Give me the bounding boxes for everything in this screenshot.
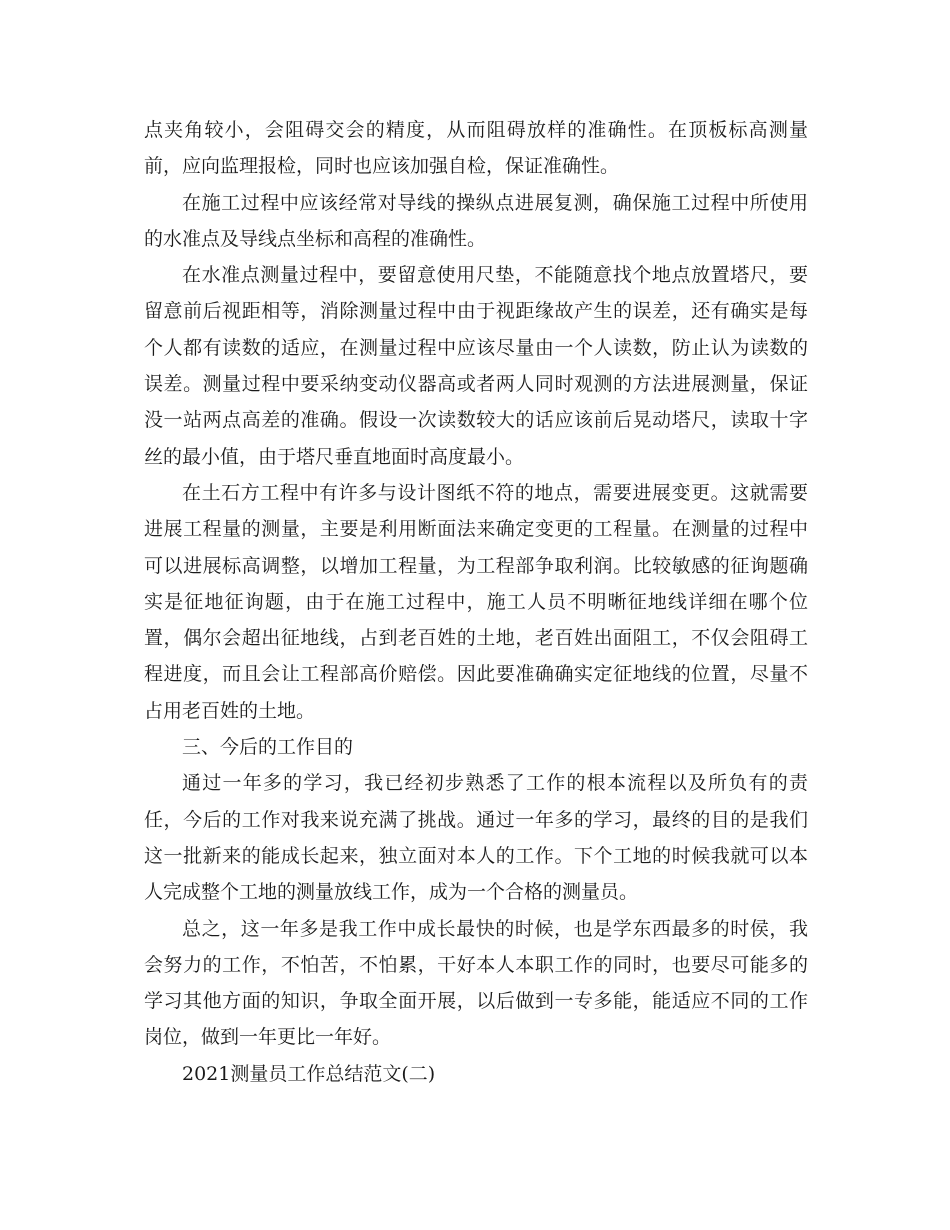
paragraph: 在土石方工程中有许多与设计图纸不符的地点，需要进展变更。这就需要进展工程量的测量，主要是利用断面法来确定变更的工程量。在测量的过程中可以进展标高调整，以增加工程量，为工程部争取利润。比较敏感的征询题确实是征地征询题，由于在施工过程中，施工人员不明晰征地线详细在哪个位置，偶尔会超出征地线，占到老百姓的土地，老百姓出面阻工，不仅会阻碍工程进度，而且会让工程部高价赔偿。因此要准确确实定征地线的位置，尽量不占用老百姓的土地。 xyxy=(144,481,808,722)
paragraph-continued: 点夹角较小，会阻碍交会的精度，从而阻碍放样的准确性。在顶板标高测量前，应向监理报检，同时也应该加强自检，保证准确性。 xyxy=(144,119,808,178)
paragraph: 总之，这一年多是我工作中成长最快的时候，也是学东西最多的时侯，我会努力的工作，不怕苦，不怕累，干好本人本职工作的同时，也要尽可能多的学习其他方面的知识，争取全面开展，以后做到一专多能，能适应不同的工作岗位，做到一年更比一年好。 xyxy=(144,917,808,1049)
next-section-title: 2021测量员工作总结范文(二) xyxy=(182,1062,436,1085)
paragraph: 通过一年多的学习，我已经初步熟悉了工作的根本流程以及所负有的责任，今后的工作对我来说充满了挑战。通过一年多的学习，最终的目的是我们这一批新来的能成长起来，独立面对本人的工作。下个工地的时候我就可以本人完成整个工地的测量放线工作，成为一个合格的测量员。 xyxy=(144,772,808,904)
document-body xyxy=(144,112,808,1092)
paragraph: 在施工过程中应该经常对导线的操纵点进展复测，确保施工过程中所使用的水准点及导线点坐标和高程的准确性。 xyxy=(144,191,808,250)
section-heading: 三、今后的工作目的 xyxy=(182,736,354,759)
paragraph: 在水准点测量过程中，要留意使用尺垫，不能随意找个地点放置塔尺，要留意前后视距相等，消除测量过程中由于视距缘故产生的误差，还有确实是每个人都有读数的适应，在测量过程中应该尽量由一个人读数，防止认为读数的误差。测量过程中要采纳变动仪器高或者两人同时观测的方法进展测量，保证没一站两点高差的准确。假设一次读数较大的话应该前后晃动塔尺，读取十字丝的最小值，由于塔尺垂直地面时高度最小。 xyxy=(144,264,808,468)
